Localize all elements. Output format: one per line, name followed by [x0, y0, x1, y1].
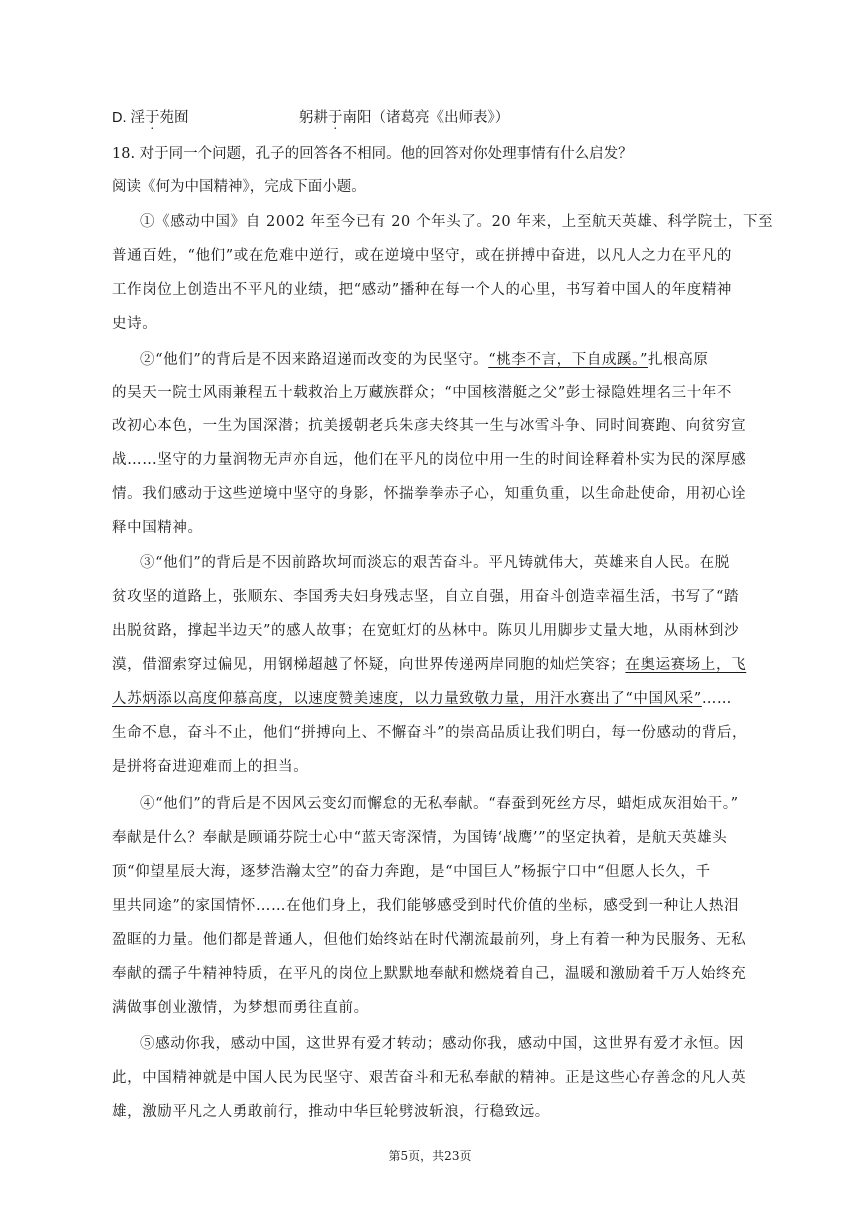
p4-line: 顶“仰望星辰大海，逐梦浩瀚太空”的奋力奔跑，是“中国巨人”杨振宁口中“但愿人长久，千: [112, 864, 711, 880]
p2-underlined-quote: “桃李不言，下自成蹊。”: [488, 352, 649, 368]
option-d-text2-pre: 躬耕: [299, 110, 328, 126]
page-footer: 第5页，共23页: [388, 1149, 472, 1163]
p4-line: 满做事创业激情，为梦想而勇往直前。: [112, 1000, 369, 1016]
p2-line: 的吴天一院士风雨兼程五十载救治上万藏族群众；“中国核潜艇之父”彭士禄隐姓埋名三十年不: [112, 385, 733, 401]
p5-line: 此，中国精神就是中国人民为民坚守、艰苦奋斗和无私奉献的精神。正是这些心存善念的凡人英: [112, 1070, 747, 1086]
reading-instruction: 阅读《何为中国精神》，完成下面小题。: [112, 179, 366, 195]
p4-line: ④“他们”的背后是不因风云变幻而懈怠的无私奉献。“春蚕到死丝方尽，蜡炬成灰泪始干。”: [140, 796, 739, 812]
option-d-line-right: [299, 108, 699, 128]
p3-line: 生命不息，奋斗不止，他们“拼搏向上、不懈奋斗”的崇高品质让我们明白，每一份感动的背后，: [112, 725, 748, 741]
option-d-text-post: 苑囿: [159, 110, 189, 126]
option-d-letter: D.: [112, 110, 131, 126]
p2-first-post: 扎根高原: [648, 352, 709, 368]
p3-line: ③“他们”的背后是不因前路坎坷而淡忘的艰苦奋斗。平凡铸就伟大，英雄来自人民。在脱: [140, 555, 730, 571]
p4-line: 奉献是什么？奉献是顾诵芬院士心中“蓝天寄深情，为国铸‘战鹰’”的坚定执着，是航天英雄头: [112, 830, 728, 846]
p1-line: 普通百姓，“他们”或在危难中逆行，或在逆境中坚守，或在拼搏中奋进，以凡人之力在平凡的: [112, 248, 733, 264]
p3-line: 是拼将奋进迎难而上的担当。: [112, 759, 309, 775]
p3-line: [112, 655, 762, 675]
option-d-dotted-char: 于: [145, 110, 160, 126]
p2-line: 改初心本色，一生为国深潜；抗美援朝老兵朱彦夫终其一生与冰雪斗争、同时间赛跑、向贫穷宣: [112, 418, 747, 434]
p3-line: 出脱贫路，撑起半边天”的感人故事；在宽虹灯的丛林中。陈贝儿用脚步丈量大地，从雨林到沙: [112, 623, 740, 639]
p2-first-pre: ②“他们”的背后是不因来路迢递而改变的为民坚守。: [140, 352, 489, 368]
p1-line: 史诗。: [112, 316, 158, 332]
question-18: 18. 对于同一个问题，孔子的回答各不相同。他的回答对你处理事情有什么启发？: [112, 146, 633, 162]
p1-line: 工作岗位上创造出不平凡的业绩，把“感动”播种在每一个人的心里，书写着中国人的年度精神: [112, 282, 733, 298]
p5-line: 雄，激励平凡之人勇敢前行，推动中华巨轮劈波斩浪，行稳致远。: [112, 1104, 550, 1120]
option-d-text2-post: 南阳（诸葛亮《出师表》）: [342, 110, 510, 126]
p1-line: ①《感动中国》自 2002 年至今已有 20 个年头了。20 年来，上至航天英雄、科学院士，下至: [140, 214, 774, 230]
p3-line: 贫攻坚的道路上，张顺东、李国秀夫妇身残志坚，自立自强，用奋斗创造幸福生活，书写了“踏: [112, 589, 740, 605]
p2-line: 情。我们感动于这些逆境中坚守的身影，怀揣拳拳赤子心，知重负重，以生命赴使命，用初心诠: [112, 486, 747, 502]
p5-line: ⑤感动你我，感动中国，这世界有爱才转动；感动你我，感动中国，这世界有爱才永恒。因: [140, 1036, 744, 1052]
p3-line5-post: ……: [701, 691, 733, 707]
p4-line: 奉献的孺子牛精神特质，在平凡的岗位上默默地奉献和燃烧着自己，温暖和激励着千万人始终充: [112, 966, 747, 982]
p2-line: 战……坚守的力量润物无声亦自远，他们在平凡的岗位中用一生的时间诠释着朴实为民的深厚感: [112, 452, 747, 468]
p4-line: 盈眶的力量。他们都是普通人，但他们始终站在时代潮流最前列，身上有着一种为民服务、无私: [112, 932, 747, 948]
p3-underlined-text: 在奥运赛场上，飞: [625, 657, 747, 673]
p2-line: 释中国精神。: [112, 520, 203, 536]
option-d-dotted-char-2: 于: [328, 110, 343, 126]
p3-line: [112, 689, 762, 709]
p2-line: [140, 350, 762, 370]
p4-line: 里共同途”的家国情怀……在他们身上，我们能够感受到时代价值的坐标，感受到一种让人热泪: [112, 898, 740, 914]
p3-underlined-text-2: 人苏炳添以高度仰慕高度，以速度赞美速度，以力量致敬力量，用汗水赛出了“中国风采”: [112, 691, 702, 707]
p3-line4-pre: 漠，借溜索穿过偏见，用钢梯超越了怀疑，向世界传递两岸同胞的灿烂笑容；: [112, 657, 626, 673]
option-d-text-pre: 淫: [130, 110, 146, 126]
